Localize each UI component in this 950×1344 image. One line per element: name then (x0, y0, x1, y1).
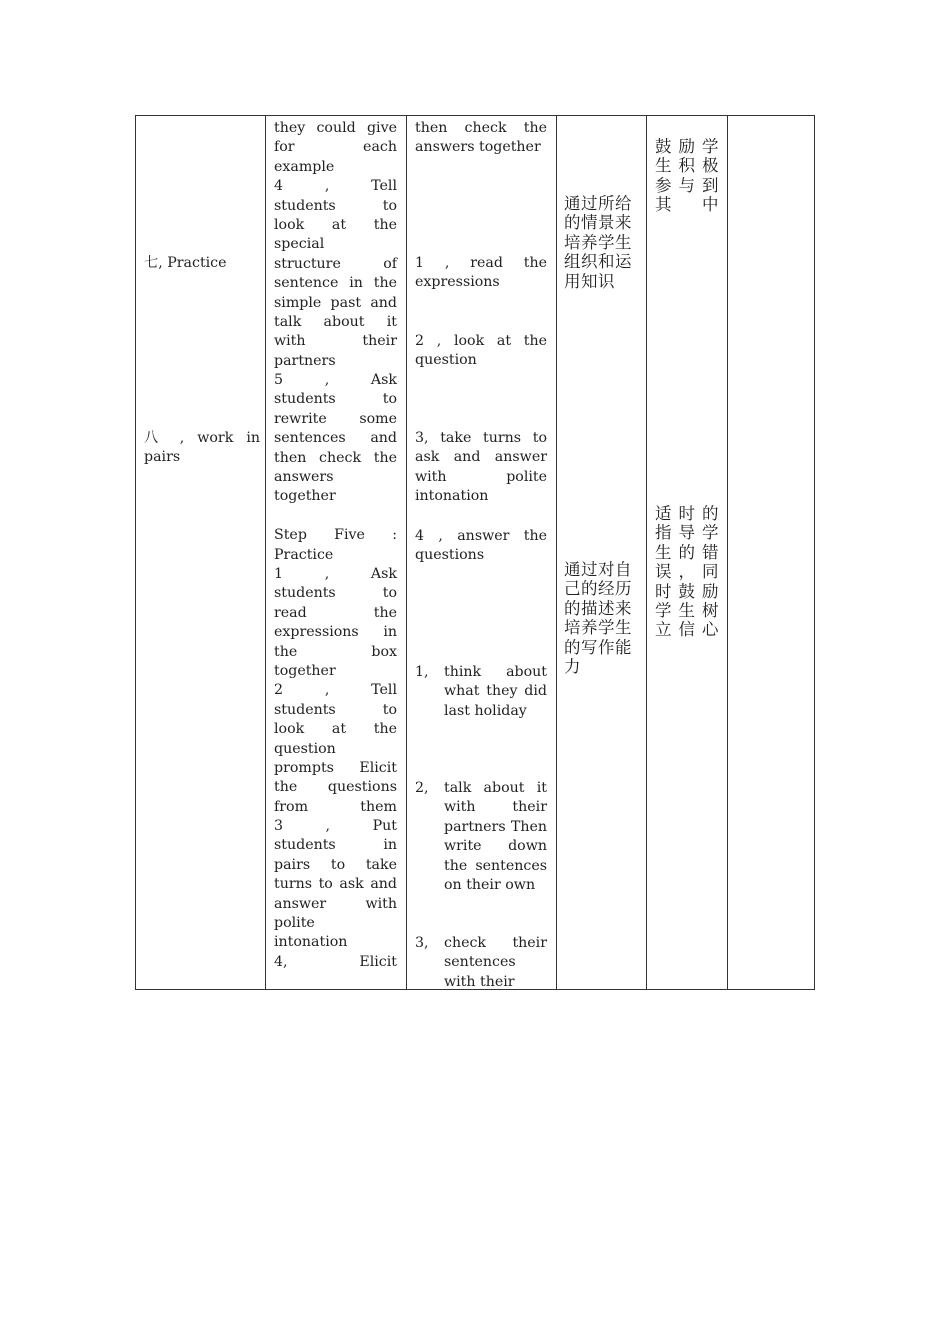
item-number: 1, (415, 664, 429, 680)
teacher-activity-line: look at the (274, 721, 397, 738)
student-activity-item: 2 , look at the question (415, 333, 547, 369)
teacher-activity-line: the box (274, 643, 397, 660)
teaching-note: 鼓励学生积极参与到其中 (655, 137, 719, 215)
teacher-activity-line: the questions (274, 779, 397, 796)
teacher-activity-line: 2 , Tell (274, 682, 397, 699)
item-number: 3, (415, 935, 429, 951)
teacher-activity-line: Practice (274, 546, 334, 563)
teacher-activity-line: simple past and (274, 294, 397, 311)
teacher-activity-column (274, 119, 397, 972)
teacher-activity-line: prompts Elicit (274, 759, 397, 776)
item-text: check their sentences with their (444, 935, 547, 990)
student-activity-item (415, 779, 547, 895)
teacher-activity-line: students in (274, 837, 397, 854)
teacher-activity-line: students to (274, 585, 397, 602)
column-divider (406, 116, 407, 989)
column-divider (556, 116, 557, 989)
teacher-activity-line: expressions in (274, 624, 397, 641)
teacher-activity-line: students to (274, 197, 397, 214)
teacher-activity-line: talk about it (274, 313, 397, 330)
teacher-activity-line: Step Five : (274, 527, 397, 544)
teacher-activity-line: sentences and (274, 430, 397, 447)
teacher-activity-line: from them (274, 798, 397, 815)
teacher-activity-line: structure of (274, 255, 397, 272)
teacher-activity-line: for each (274, 139, 397, 156)
lesson-plan-table (135, 115, 815, 990)
column-divider (646, 116, 647, 989)
teacher-activity-line: they could give (274, 120, 397, 136)
column-divider (727, 116, 728, 989)
teacher-activity-line: turns to ask and (274, 876, 397, 893)
item-number: 2, (415, 780, 429, 796)
student-activity-item (415, 934, 547, 992)
section-heading-practice: 七, Practice (144, 255, 227, 271)
teacher-activity-line: pairs to take (274, 856, 397, 873)
teacher-activity-line: then check the (274, 449, 397, 466)
teacher-activity-line: with their (274, 333, 397, 350)
teacher-activity-line: together (274, 488, 336, 505)
teacher-activity-line: partners (274, 352, 336, 369)
teacher-activity-line: 4 , Tell (274, 178, 397, 195)
column-divider (265, 116, 266, 989)
teacher-activity-line: sentence in the (274, 275, 397, 292)
teacher-activity-line: rewrite some (274, 410, 397, 427)
teacher-activity-line: 4, Elicit (274, 953, 397, 970)
teacher-activity-line: special (274, 236, 325, 253)
student-activity-item: 3, take turns to ask and answer with polite intonation (415, 430, 547, 505)
teacher-activity-line (274, 507, 397, 526)
teacher-activity-line: read the (274, 604, 397, 621)
teacher-activity-line: example (274, 158, 335, 175)
teacher-activity-line: 5 , Ask (274, 372, 397, 389)
teacher-activity-line: polite (274, 915, 315, 932)
student-activity-item: 1 , read the expressions (415, 255, 547, 291)
teacher-activity-line: question (274, 740, 336, 757)
item-text: think about what they did last holiday (444, 664, 547, 719)
student-activity-intro: then check the answers together (415, 120, 547, 156)
teacher-activity-line: answers (274, 469, 334, 486)
teacher-activity-line: 3 , Put (274, 818, 397, 835)
teaching-aim: 通过所给的情景来培养学生组织和运用知识 (564, 194, 632, 291)
section-heading-work-in-pairs: 八 , work in pairs (144, 430, 260, 466)
teacher-activity-line: answer with (274, 895, 397, 912)
teacher-activity-line: students to (274, 391, 397, 408)
item-text: talk about it with their partners Then write down the sentences on their own (444, 780, 547, 894)
teacher-activity-line: 1 , Ask (274, 565, 397, 582)
teaching-aim: 通过对自己的经历的描述来培养学生的写作能力 (564, 560, 632, 677)
teaching-note: 适时的指导学生的错误，同时鼓励学生树立信心 (655, 504, 719, 640)
student-activity-item (415, 663, 547, 721)
teacher-activity-line: intonation (274, 934, 348, 951)
teacher-activity-line: look at the (274, 216, 397, 233)
teacher-activity-line: students to (274, 701, 397, 718)
student-activity-item: 4 , answer the questions (415, 528, 547, 564)
teacher-activity-line: together (274, 662, 336, 679)
